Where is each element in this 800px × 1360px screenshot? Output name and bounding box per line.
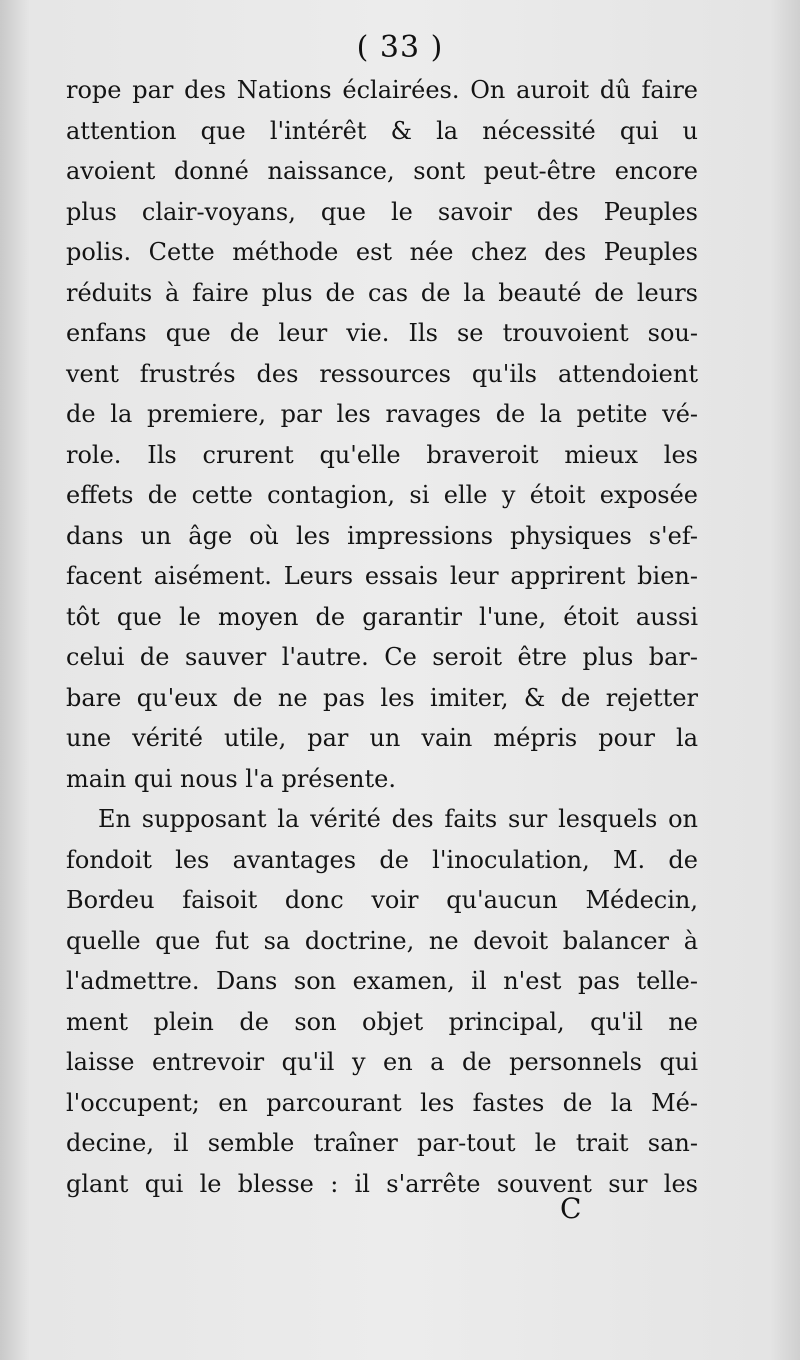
text-line: glant qui le blesse : il s'arrête souvent sur les — [66, 1169, 698, 1198]
text-line: attention que l'intérêt & la nécessité qui u — [66, 116, 698, 145]
text-line: réduits à faire plus de cas de la beauté de leurs — [66, 278, 698, 307]
text-line: facent aisément. Leurs essais leur apprirent bien- — [66, 562, 698, 590]
text-line: bare qu'eux de ne pas les imiter, & de rejetter — [66, 683, 698, 712]
text-line: l'occupent; en parcourant les fastes de la Mé- — [66, 1088, 698, 1117]
text-line: vent frustrés des ressources qu'ils attendoient — [66, 359, 698, 388]
text-line: tôt que le moyen de garantir l'une, étoit aussi — [66, 602, 698, 631]
text-line: l'admettre. Dans son examen, il n'est pas telle- — [66, 967, 698, 995]
text-line: fondoit les avantages de l'inoculation, M. de — [66, 845, 698, 874]
text-line: effets de cette contagion, si elle y étoit exposée — [66, 481, 698, 509]
text-line: decine, il semble traîner par-tout le trait san- — [66, 1129, 698, 1157]
text-line: ment plein de son objet principal, qu'il ne — [66, 1007, 698, 1036]
text-line: enfans que de leur vie. Ils se trouvoient sou- — [66, 319, 698, 347]
text-line: celui de sauver l'autre. Ce seroit être plus bar- — [66, 643, 698, 671]
body-text — [66, 70, 698, 1204]
paragraph-end-line: main qui nous l'a présente. — [66, 764, 396, 793]
text-line: laisse entrevoir qu'il y en a de personnels qui — [66, 1048, 698, 1076]
text-line: de la premiere, par les ravages de la petite vé- — [66, 400, 698, 428]
text-line: avoient donné naissance, sont peut-être encore — [66, 157, 698, 185]
text-line: une vérité utile, par un vain mépris pour la — [66, 724, 698, 752]
text-line: quelle que fut sa doctrine, ne devoit balancer à — [66, 926, 698, 955]
text-line: role. Ils crurent qu'elle braveroit mieux les — [66, 440, 698, 469]
text-line: Bordeu faisoit donc voir qu'aucun Médecin, — [66, 886, 698, 914]
text-line: dans un âge où les impressions physiques s'ef- — [66, 521, 698, 550]
paragraph-start-line: En supposant la vérité des faits sur lesquels on — [98, 805, 698, 833]
text-line: rope par des Nations éclairées. On auroit dû faire — [66, 76, 698, 104]
text-line: polis. Cette méthode est née chez des Peuples — [66, 238, 698, 266]
signature-mark: C — [560, 1192, 582, 1225]
page-number: ( 33 ) — [356, 30, 444, 65]
text-line: plus clair-voyans, que le savoir des Peuples — [66, 197, 698, 226]
